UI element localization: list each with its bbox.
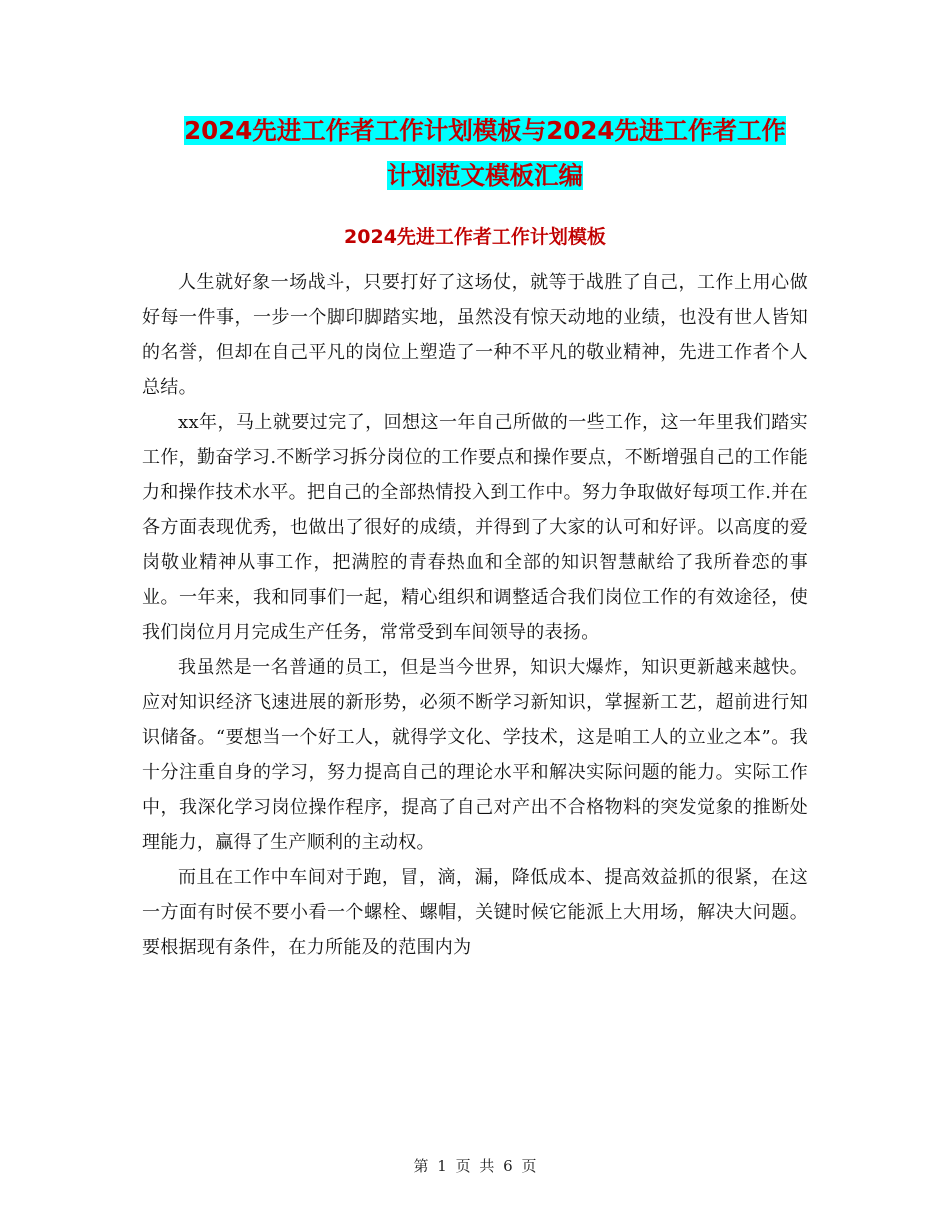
paragraph-2: xx年，马上就要过完了，回想这一年自己所做的一些工作，这一年里我们踏实工作，勤奋学习.不断学习拆分岗位的工作要点和操作要点，不断增强自己的工作能力和操作技术水平。把自己的全部热情投入到工作中。努力争取做好每项工作.并在各方面表现优秀，也做出了很好的成绩，并得到了大家的认可和好评。以高度的爱岗敬业精神从事工作，把满腔的青春热血和全部的知识智慧献给了我所眷恋的事业。一年来，我和同事们一起，精心组织和调整适合我们岗位工作的有效途径，使我们岗位月月完成生产任务，常常受到车间领导的表扬。 [142, 412, 808, 643]
body-text [142, 265, 808, 965]
paragraph-3: 我虽然是一名普通的员工，但是当今世界，知识大爆炸，知识更新越来越快。应对知识经济飞速进展的新形势，必须不断学习新知识，掌握新工艺，超前进行知识储备。“要想当一个好工人，就得学文化、学技术，这是咱工人的立业之本”。我十分注重自身的学习，努力提高自己的理论水平和解决实际问题的能力。实际工作中，我深化学习岗位操作程序，提高了自己对产出不合格物料的突发觉象的推断处理能力，赢得了生产顺利的主动权。 [142, 657, 808, 853]
section-title: 2024先进工作者工作计划模板 [344, 226, 606, 248]
paragraph-4: 而且在工作中车间对于跑，冒，滴，漏，降低成本、提高效益抓的很紧，在这一方面有时侯不要小看一个螺栓、螺帽，关键时候它能派上大用场，解决大问题。要根据现有条件，在力所能及的范围内为 [142, 867, 808, 958]
document-title-line-1: 2024先进工作者工作计划模板与2024先进工作者工作 [184, 116, 786, 145]
page-number-footer: 第 1 页 共 6 页 [413, 1157, 537, 1175]
document-title [140, 108, 830, 198]
paragraph-1: 人生就好象一场战斗，只要打好了这场仗，就等于战胜了自己，工作上用心做好每一件事，一步一个脚印脚踏实地，虽然没有惊天动地的业绩，也没有世人皆知的名誉，但却在自己平凡的岗位上塑造了一种不平凡的敬业精神，先进工作者个人总结。 [142, 272, 808, 398]
document-title-line-2: 计划范文模板汇编 [387, 161, 583, 190]
